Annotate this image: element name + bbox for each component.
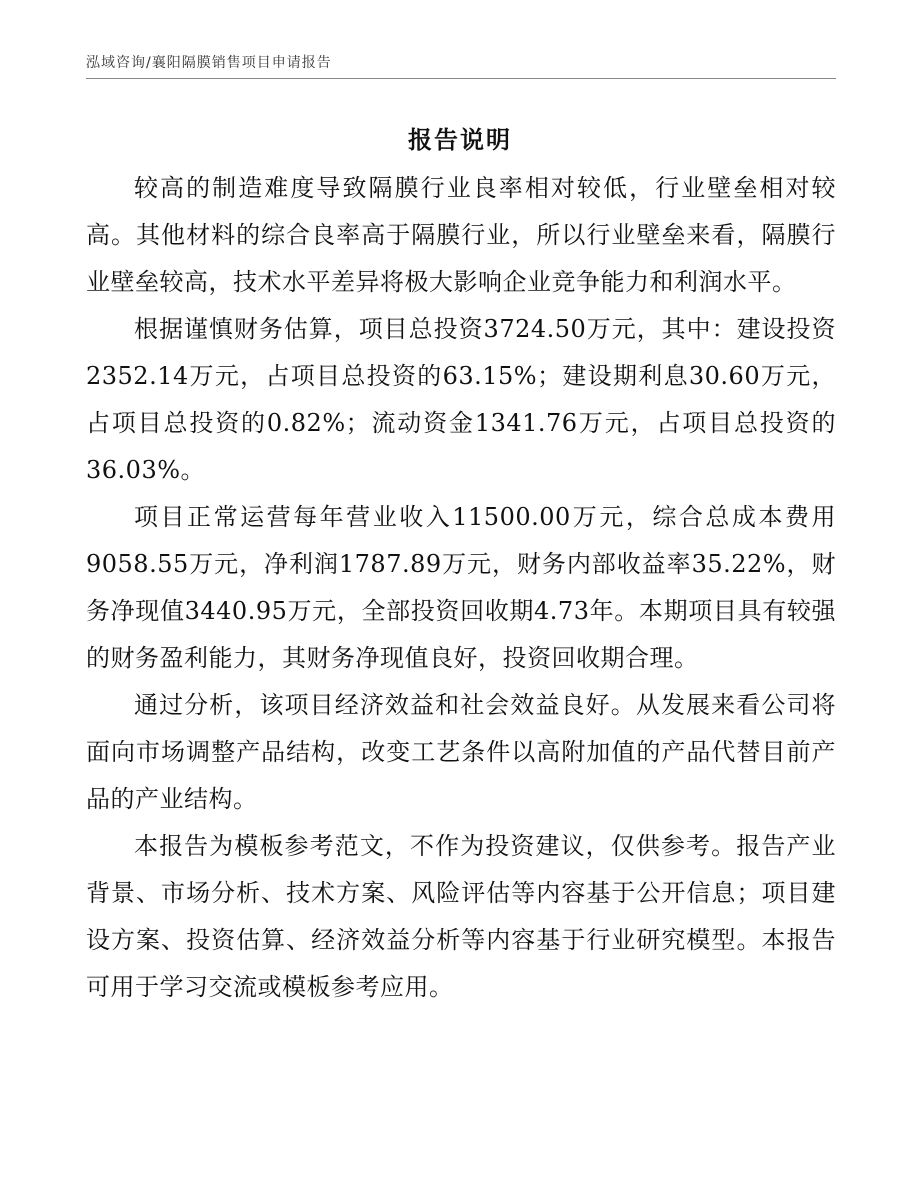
paragraph-disclaimer: 本报告为模板参考范文，不作为投资建议，仅供参考。报告产业背景、市场分析、技术方案、风险评估等内容基于公开信息；项目建设方案、投资估算、经济效益分析等内容基于行业研究模型。本报告可用于学习交流或模板参考应用。	[86, 832, 836, 1001]
paragraph-investment: 根据谨慎财务估算，项目总投资3724.50万元，其中：建设投资2352.14万元，占项目总投资的63.15%；建设期利息30.60万元，占项目总投资的0.82%；流动资金1341.76万元，占项目总投资的36.03%。	[86, 315, 836, 484]
paragraph-financials: 项目正常运营每年营业收入11500.00万元，综合总成本费用9058.55万元，净利润1787.89万元，财务内部收益率35.22%，财务净现值3440.95万元，全部投资回收期4.73年。本期项目具有较强的财务盈利能力，其财务净现值良好，投资回收期合理。	[86, 503, 836, 672]
running-header: 泓域咨询/襄阳隔膜销售项目申请报告	[86, 55, 332, 71]
paragraph-industry-barrier: 较高的制造难度导致隔膜行业良率相对较低，行业壁垒相对较高。其他材料的综合良率高于隔膜行业，所以行业壁垒来看，隔膜行业壁垒较高，技术水平差异将极大影响企业竞争能力和利润水平。	[86, 174, 836, 296]
document-body	[86, 165, 836, 1011]
header-divider	[86, 78, 836, 79]
page-title: 报告说明	[408, 125, 512, 154]
paragraph-analysis: 通过分析，该项目经济效益和社会效益良好。从发展来看公司将面向市场调整产品结构，改变工艺条件以高附加值的产品代替目前产品的产业结构。	[86, 691, 836, 813]
